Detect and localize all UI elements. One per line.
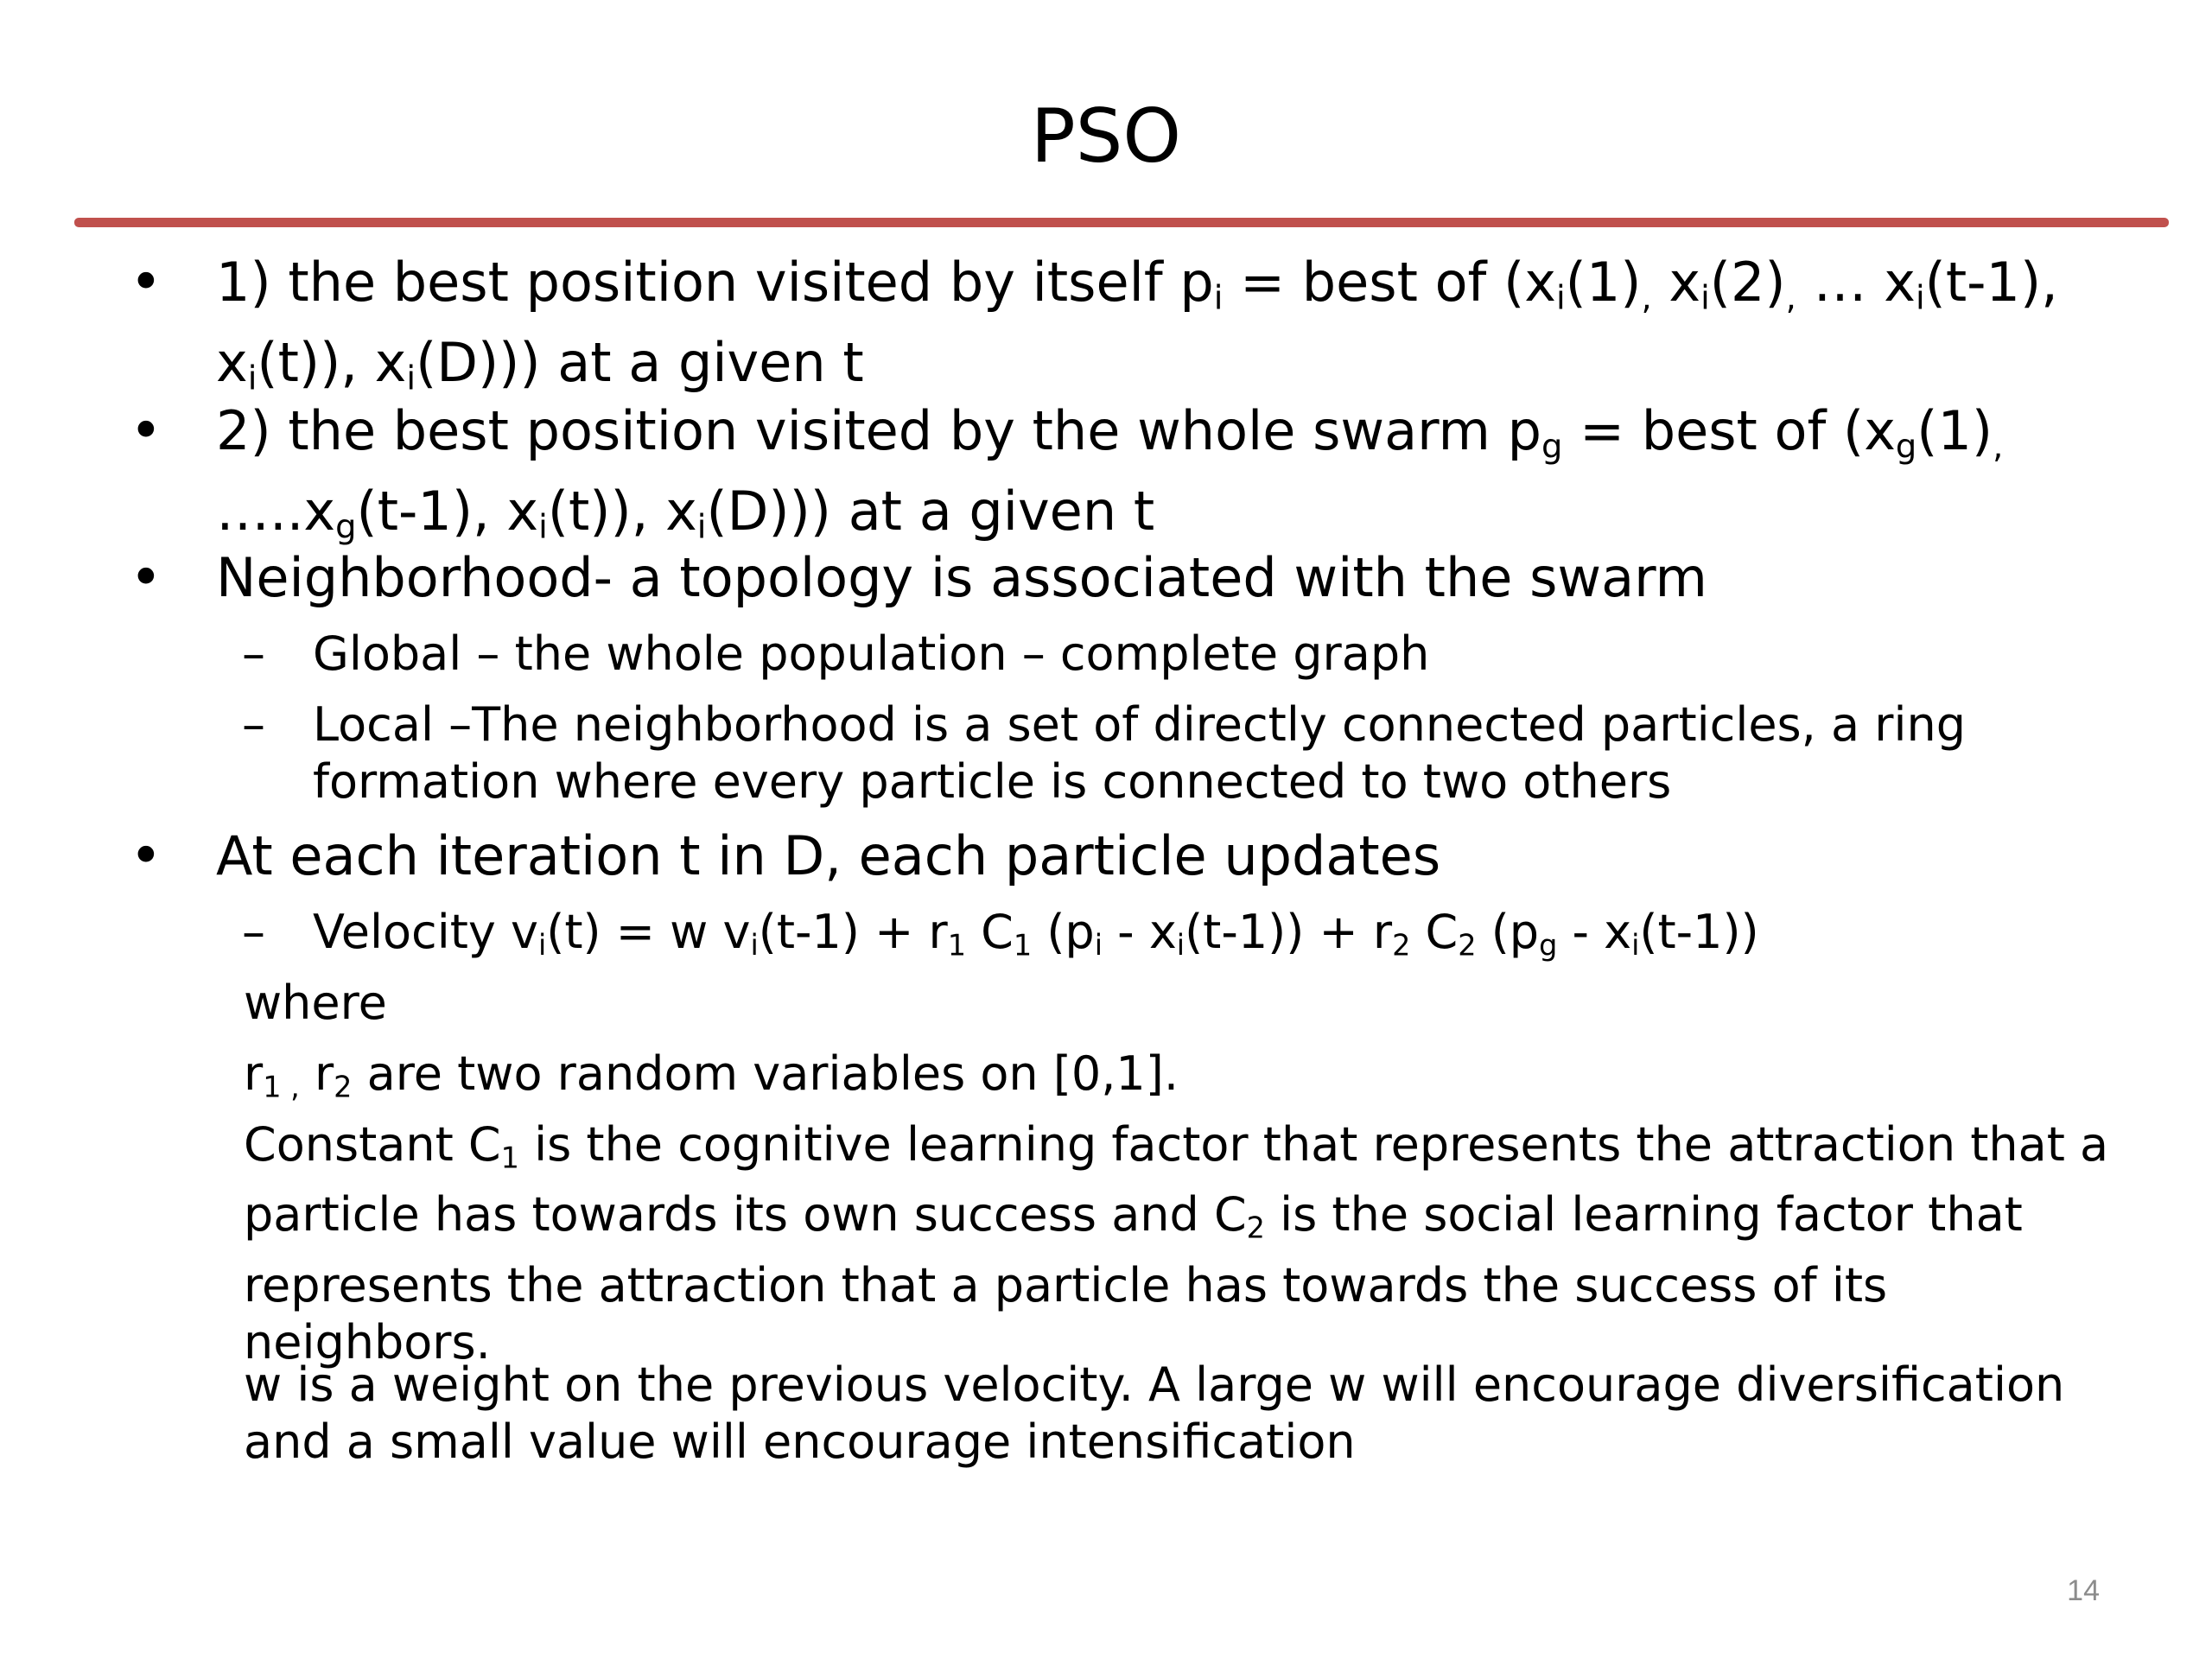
subscript: g <box>1541 427 1563 467</box>
subscript: 1 <box>947 928 966 963</box>
text-run: (t) = w v <box>546 905 751 959</box>
subscript: , <box>1993 427 2004 467</box>
subscript: i <box>1700 278 1710 318</box>
text-run: Global – the whole population – complete graph <box>313 626 1430 681</box>
text-run: (D))) at a given t <box>706 479 1155 543</box>
text-run: 2) the best position visited by the whole swarm p <box>216 399 1541 462</box>
text-run: (p <box>1476 905 1540 959</box>
text-run: …..x <box>216 479 336 543</box>
bullet-marker: • <box>130 399 162 463</box>
subscript: i <box>538 507 548 547</box>
text-run: (t-1)) <box>1639 905 1759 959</box>
subscript: i <box>1094 928 1103 963</box>
text-run: C <box>1410 905 1459 959</box>
text-run: Local –The neighborhood is a set of directly connected particles, a ring formation where every particle is connected to two others <box>313 697 1966 809</box>
text-run: At each iteration t in D, each particle updates <box>216 824 1441 887</box>
text-run: = best of (x <box>1223 251 1556 314</box>
text-run: C <box>966 905 1014 959</box>
text-run: (p <box>1032 905 1095 959</box>
subscript: i <box>406 359 416 398</box>
subscript: 2 <box>334 1070 353 1104</box>
paragraph-learning-factors <box>244 1116 2127 1371</box>
subscript: 1 , <box>263 1070 300 1104</box>
text-run: w is a weight on the previous velocity. A large w will encourage diversification and a small value will encourage intensification <box>244 1357 2065 1469</box>
text-run: where <box>244 976 387 1030</box>
bullet-neighborhood <box>216 546 2082 610</box>
subscript: i <box>1213 278 1224 318</box>
text-run: Velocity v <box>313 905 538 959</box>
text-run: Constant C <box>244 1117 501 1172</box>
paragraph-random-variables <box>244 1046 2127 1116</box>
text-run: (1) <box>1916 399 1993 462</box>
text-run: - x <box>1103 905 1177 959</box>
text-run: is the cognitive learning factor that represents the attraction that a particle has towards its own success and C <box>244 1117 2109 1243</box>
subscript: i <box>750 928 759 963</box>
bullet-iteration-update <box>216 824 2082 888</box>
subscript: 2 <box>1392 928 1411 963</box>
subscript: 1 <box>500 1141 519 1175</box>
text-run: 1) the best position visited by itself p <box>216 251 1214 314</box>
paragraph-where <box>244 975 2127 1032</box>
text-run: (t)), x <box>547 479 697 543</box>
bullet-marker: • <box>130 251 162 315</box>
text-run: (2) <box>1709 251 1786 314</box>
sub-bullet-global <box>313 626 2041 683</box>
subscript: i <box>247 359 257 398</box>
subscript: i <box>1176 928 1185 963</box>
subscript: , <box>1641 278 1652 318</box>
page-number: 14 <box>2067 1574 2100 1607</box>
subscript: 2 <box>1458 928 1477 963</box>
text-run: (t-1) + r <box>758 905 948 959</box>
text-run: - x <box>1557 905 1632 959</box>
slide-title: PSO <box>1030 93 1182 180</box>
text-run: (t-1), x <box>216 251 2058 394</box>
subscript: g <box>1539 928 1558 963</box>
text-run: is the social learning factor that represents the attraction that a particle has towards the success of its neighbors. <box>244 1187 2023 1370</box>
text-run: (t)), x <box>257 330 407 394</box>
text-run: (D))) at a given t <box>416 330 864 394</box>
sub-bullet-marker: – <box>242 626 265 681</box>
text-run: (t-1), x <box>356 479 539 543</box>
subscript: i <box>1555 278 1566 318</box>
text-run: are two random variables on [0,1]. <box>352 1046 1179 1101</box>
bullet-marker: • <box>130 824 162 888</box>
text-run: … x <box>1796 251 1916 314</box>
bullet-best-swarm-position <box>216 399 2082 559</box>
subscript: , <box>1785 278 1796 318</box>
text-run: r <box>299 1046 334 1101</box>
paragraph-weight <box>244 1357 2127 1471</box>
bullet-best-personal-position <box>216 251 2082 410</box>
bullet-marker: • <box>130 546 162 610</box>
subscript: i <box>1915 278 1925 318</box>
sub-bullet-local <box>313 696 2041 810</box>
sub-bullet-marker: – <box>242 697 265 752</box>
text-run: = best of (x <box>1562 399 1896 462</box>
subscript: 2 <box>1246 1211 1265 1245</box>
text-run: Neighborhood- a topology is associated with the swarm <box>216 546 1707 609</box>
text-run: (1) <box>1565 251 1642 314</box>
subscript: 1 <box>1013 928 1033 963</box>
subscript: i <box>696 507 707 547</box>
text-run: r <box>244 1046 264 1101</box>
subscript: g <box>335 507 357 547</box>
text-run: x <box>1651 251 1701 314</box>
sub-bullet-velocity-formula <box>313 904 2041 974</box>
text-run: (t-1)) + r <box>1185 905 1393 959</box>
subscript: i <box>1631 928 1640 963</box>
subscript: g <box>1895 427 1917 467</box>
sub-bullet-marker: – <box>242 905 265 959</box>
title-divider <box>74 218 2169 227</box>
subscript: i <box>537 928 547 963</box>
